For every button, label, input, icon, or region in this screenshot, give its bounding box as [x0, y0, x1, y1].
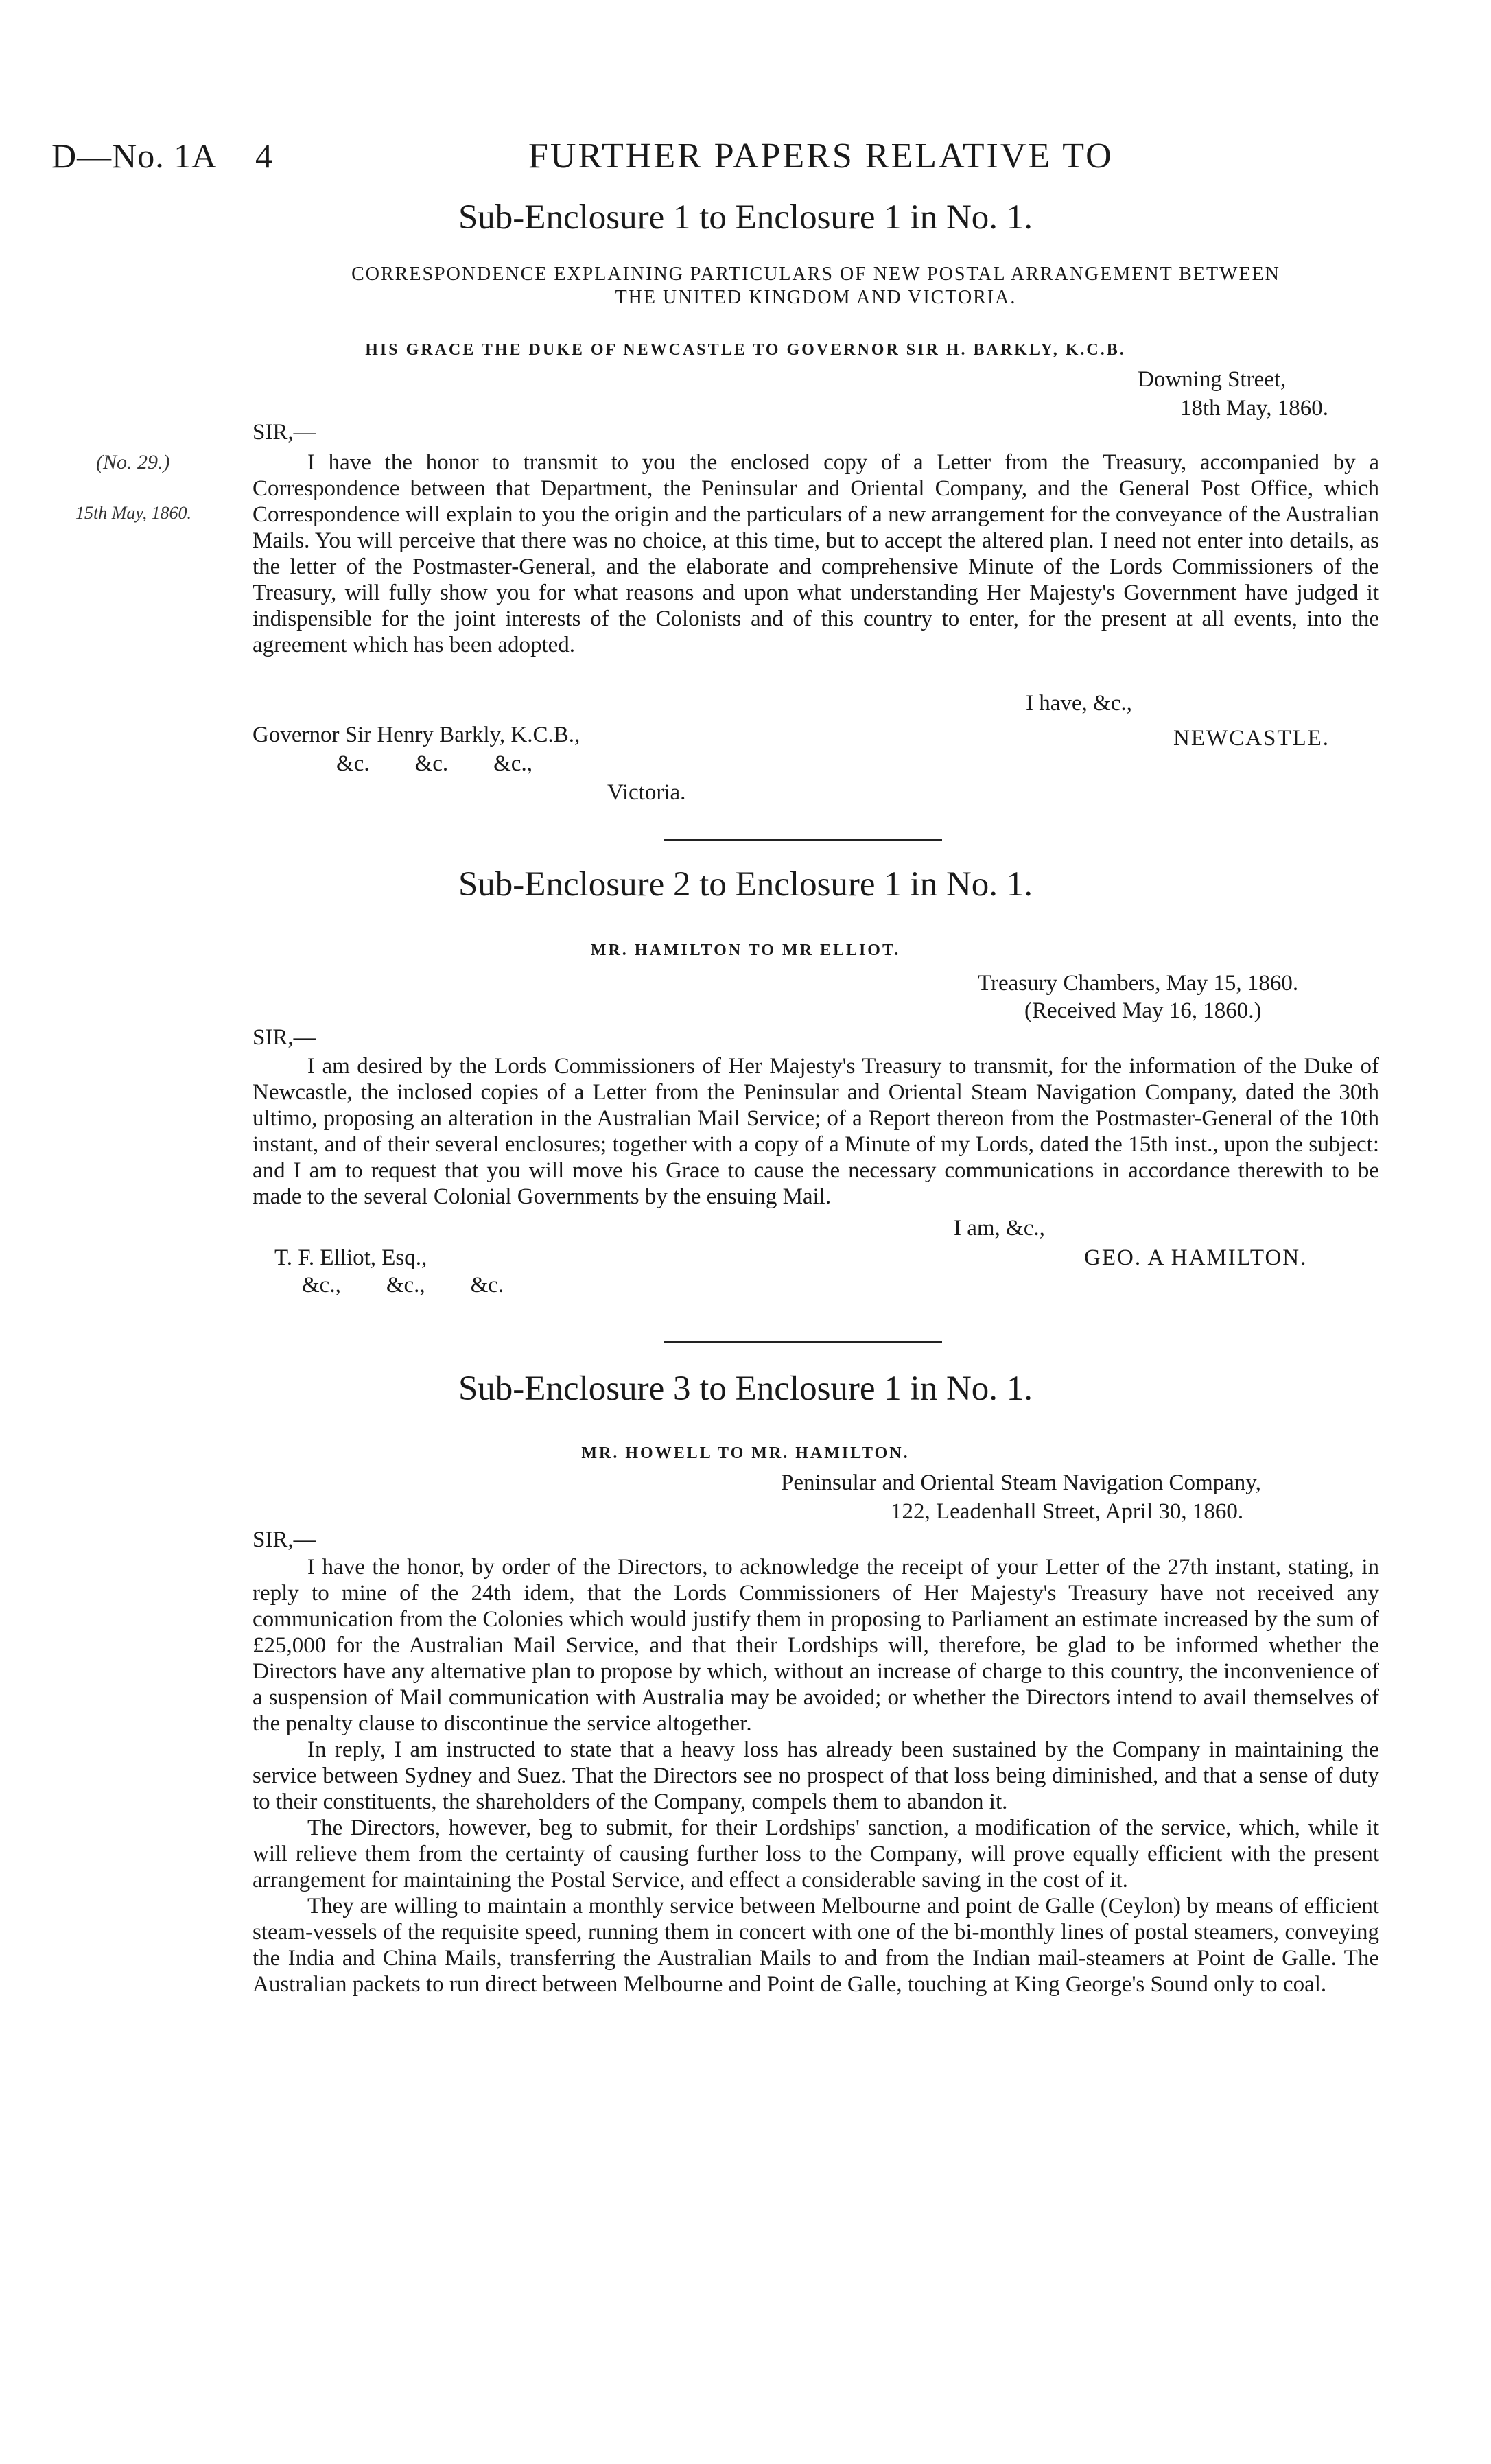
section-divider: [664, 839, 942, 841]
document-code: D—No. 1A: [51, 137, 218, 175]
section-2-paragraph: I am desired by the Lords Commissioners of Her Majesty's Treasury to transmit, for the information of the Duke of Newcastle, the inclosed copies of a Letter from the Peninsular and Oriental Steam Navigation Company, dated the 30th ultimo, proposing an alteration in the Australian Mail Service; of a Report thereon from the Postmaster-General of the 10th instant, and of their several enclosures; together with a copy of a Minute of my Lords, dated the 15th inst., upon the subject: and I am to request that you will move his Grace to cause the necessary communications in accordance therewith to be made to the several Colonial Governments by the ensuing Mail.: [253, 1054, 1379, 1209]
section-3-address-line-1: Peninsular and Oriental Steam Navigation Company,: [781, 1470, 1261, 1495]
section-1-closing: I have, &c.,: [1026, 691, 1132, 716]
section-3-paragraph-4: They are willing to maintain a monthly service between Melbourne and point de Galle (Ceylon) by means of efficient steam-vessels of the requisite speed, running them in concert with one of the bi-monthly lines of postal steamers, conveying the India and China Mails, transferring the Australian Mails to and from the Indian mail-steamers at Point de Galle. The Australian packets to run direct between Melbourne and Point de Galle, touching at King George's Sound only to coal.: [253, 1894, 1379, 1997]
section-2-address-line-2: (Received May 16, 1860.): [1024, 998, 1262, 1023]
section-1-addressee-line-1: Governor Sir Henry Barkly, K.C.B.,: [253, 723, 580, 747]
section-2-heading: Sub-Enclosure 2 to Enclosure 1 in No. 1.: [458, 865, 1033, 904]
section-1-body: [253, 449, 1379, 658]
section-1-paragraph: I have the honor to transmit to you the enclosed copy of a Letter from the Treasury, accompanied by a Correspondence between that Department, the Peninsular and Oriental Company, and the General Post Office, which Correspondence will explain to you the origin and the particulars of a new arrangement for the conveyance of the Australian Mails. You will perceive that there was no choice, at this time, but to accept the altered plan. I need not enter into details, as the letter of the Postmaster-General, and the elaborate and comprehensive Minute of the Lords Commissioners of the Treasury, will fully show you for what reasons and upon what understanding Her Majesty's Government have judged it indispensible for the joint interests of the Colonists and of this country to enter, for the present at all events, into the agreement which has been adopted.: [253, 450, 1379, 657]
section-3-from-to: MR. HOWELL TO MR. HAMILTON.: [581, 1444, 910, 1462]
section-3-salutation: SIR,—: [253, 1527, 316, 1552]
section-2-body: [253, 1053, 1379, 1210]
section-2-addressee-line-1: T. F. Elliot, Esq.,: [274, 1245, 427, 1270]
page-title: FURTHER PAPERS RELATIVE TO: [528, 137, 1114, 176]
section-1-heading: Sub-Enclosure 1 to Enclosure 1 in No. 1.: [458, 198, 1033, 237]
margin-note-number: (No. 29.): [96, 451, 170, 473]
section-1-subtitle-line-1: CORRESPONDENCE EXPLAINING PARTICULARS OF NEW POSTAL ARRANGEMENT BETWEEN: [351, 263, 1280, 285]
section-3-heading: Sub-Enclosure 3 to Enclosure 1 in No. 1.: [458, 1370, 1033, 1408]
section-2-signature: GEO. A HAMILTON.: [1084, 1245, 1308, 1270]
section-3-body: [253, 1554, 1379, 1997]
section-2-from-to: MR. HAMILTON TO MR ELLIOT.: [590, 941, 901, 959]
section-3-paragraph-1: I have the honor, by order of the Directors, to acknowledge the receipt of your Letter of the 27th instant, stating, in reply to mine of the 24th idem, that the Lords Commissioners of Her Majesty's Treasury have not received any communication from the Colonies which would justify them in proposing to Parliament an estimate increased by the sum of £25,000 for the Australian Mail Service, and that their Lordships will, therefore, be glad to be informed whether the Directors have any alternative plan to propose by which, without an increase of charge to this country, the inconvenience of a suspension of Mail communication with Australia may be avoided; or whether the Directors intend to avail themselves of the penalty clause to discontinue the service altogether.: [253, 1555, 1379, 1736]
section-2-closing: I am, &c.,: [954, 1216, 1045, 1241]
page-number: 4: [255, 137, 272, 175]
section-3-paragraph-2: In reply, I am instructed to state that a heavy loss has already been sustained by the Company in maintaining the service between Sydney and Suez. That the Directors see no prospect of that loss being diminished, and that a sense of duty to their constituents, the shareholders of the Company, compels them to abandon it.: [253, 1737, 1379, 1814]
section-1-address-line-2: 18th May, 1860.: [1180, 396, 1329, 421]
section-1-from-to: HIS GRACE THE DUKE OF NEWCASTLE TO GOVERNOR SIR H. BARKLY, K.C.B.: [365, 341, 1126, 359]
section-2-salutation: SIR,—: [253, 1025, 316, 1050]
section-1-address-line-1: Downing Street,: [1138, 367, 1287, 392]
margin-note-date: 15th May, 1860.: [75, 503, 191, 523]
section-2-address-line-1: Treasury Chambers, May 15, 1860.: [978, 971, 1299, 996]
section-3-paragraph-3: The Directors, however, beg to submit, for their Lordships' sanction, a modification of the service, which, while it will relieve them from the certainty of causing further loss to the Company, will prove equally efficient with the present arrangement for maintaining the Postal Service, and effect a considerable saving in the cost of it.: [253, 1816, 1379, 1892]
section-1-addressee-line-2: &c. &c. &c.,: [336, 751, 532, 776]
section-1-signature: NEWCASTLE.: [1173, 726, 1330, 751]
section-1-subtitle-line-2: THE UNITED KINGDOM AND VICTORIA.: [615, 287, 1017, 308]
section-3-address-line-2: 122, Leadenhall Street, April 30, 1860.: [891, 1499, 1244, 1524]
section-2-addressee-line-2: &c., &c., &c.: [302, 1273, 504, 1298]
section-divider: [664, 1341, 942, 1343]
section-1-addressee-line-3: Victoria.: [607, 780, 686, 805]
section-1-salutation: SIR,—: [253, 420, 316, 445]
